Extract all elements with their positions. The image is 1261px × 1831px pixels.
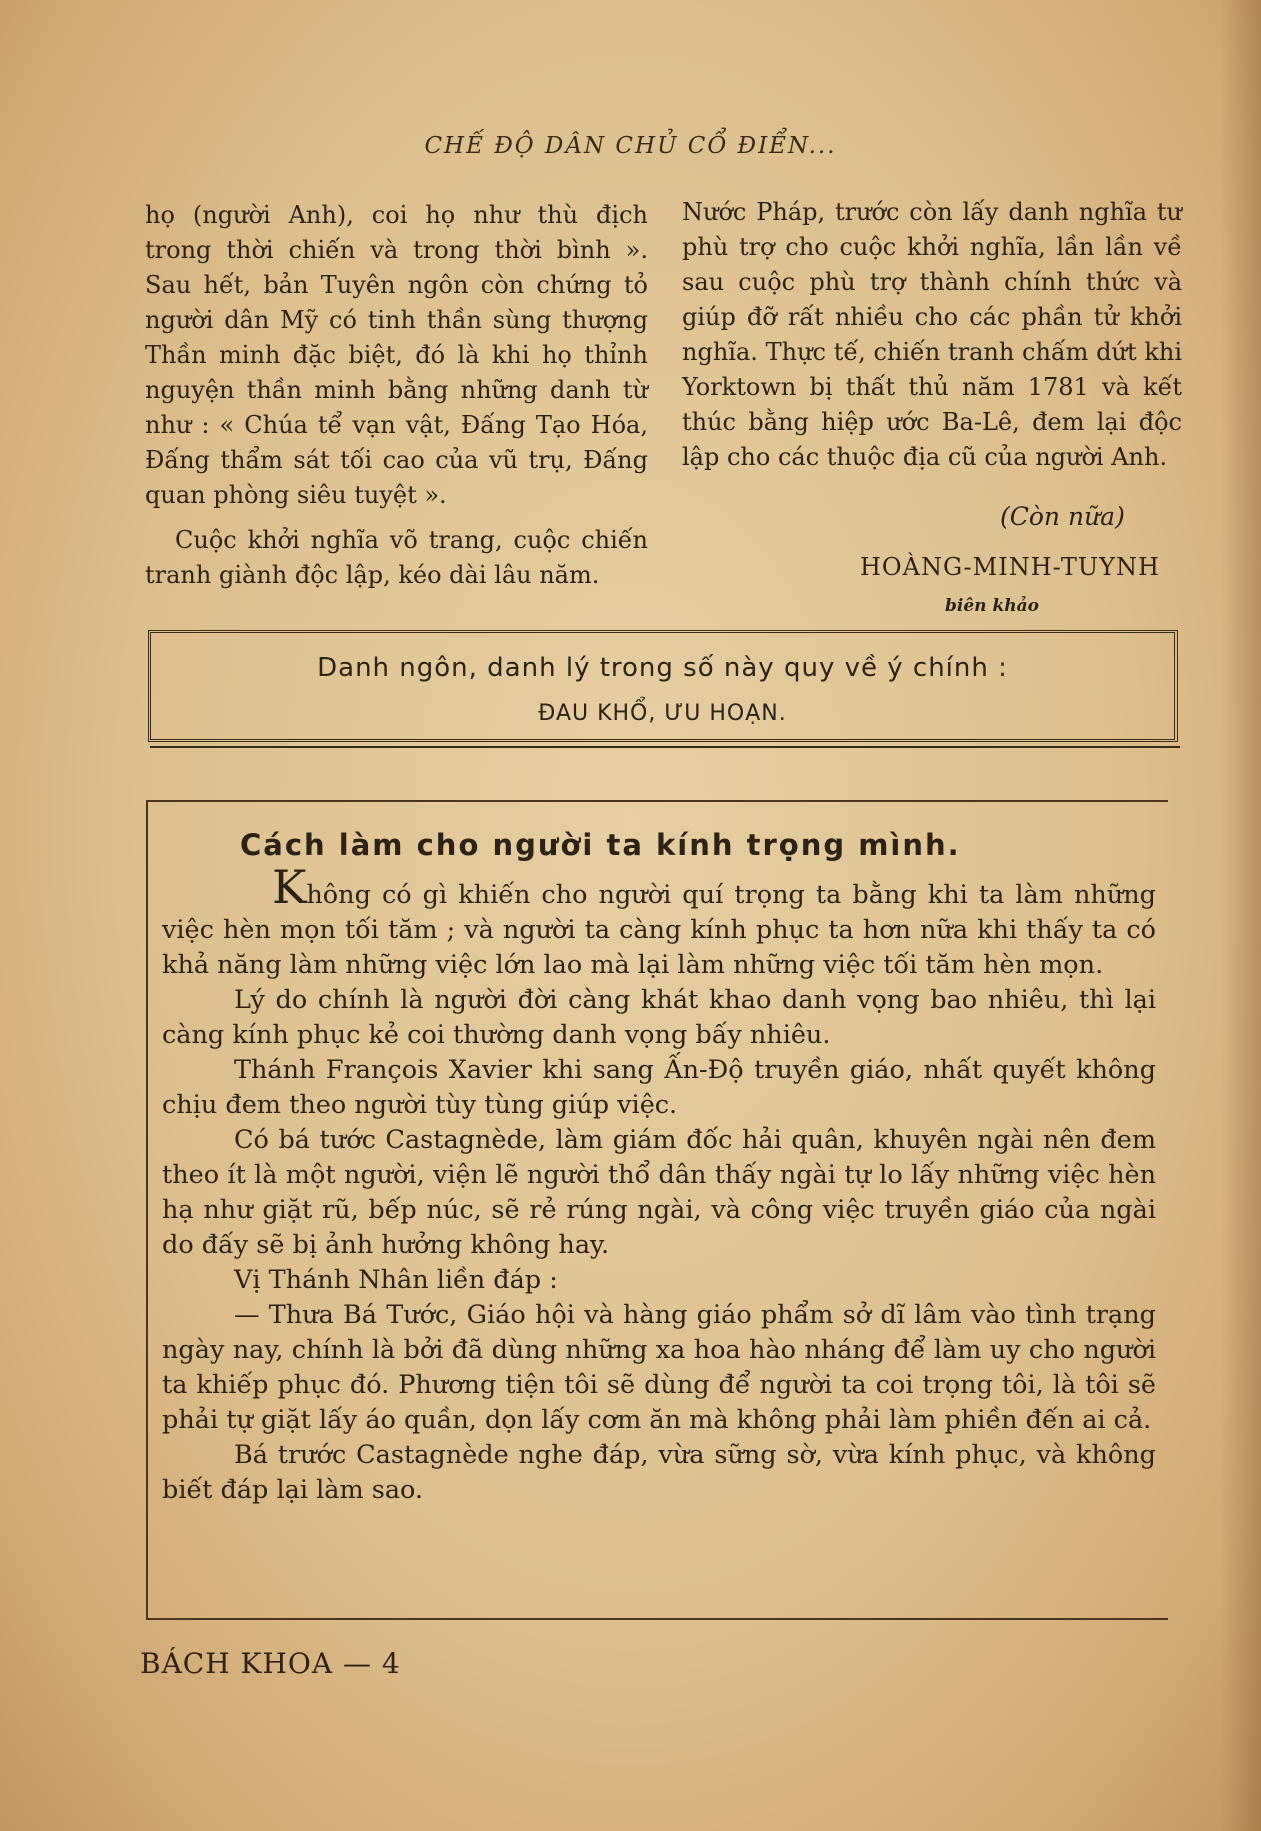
left-paragraph-1: họ (người Anh), coi họ như thù địch trong thời chiến và trong thời bình ». Sau hết, bản Tuyên ngôn còn chứng tỏ người dân Mỹ có tinh thần sùng thượng Thần minh đặc biệt, đó là khi họ thỉnh nguyện thần minh bằng những danh từ như : « Chúa tể vạn vật, Đấng Tạo Hóa, Đấng thẩm sát tối cao của vũ trụ, Đấng quan phòng siêu tuyệt ». <box>145 201 648 509</box>
article-paragraph-2: Lý do chính là người đời càng khát khao danh vọng bao nhiêu, thì lại càng kính phục kẻ coi thường danh vọng bấy nhiêu. <box>162 985 1156 1050</box>
divider-rule <box>150 746 1180 748</box>
quote-box <box>148 630 1178 742</box>
article-paragraph-1 <box>162 860 1156 983</box>
quote-theme: ĐAU KHỔ, ƯU HOẠN. <box>538 701 787 726</box>
author-role: biên khảo <box>945 596 1039 616</box>
article-paragraph-7: Bá trước Castagnède nghe đáp, vừa sững sờ, vừa kính phục, và không biết đáp lại làm sao. <box>162 1440 1156 1505</box>
author-name: HOÀNG-MINH-TUYNH <box>860 553 1160 581</box>
article-paragraph-4: Có bá tước Castagnède, làm giám đốc hải quân, khuyên ngài nên đem theo ít là một người, viện lẽ người thổ dân thấy ngài tự lo lấy những việc hèn hạ như giặt rũ, bếp núc, sẽ rẻ rúng ngài, và công việc truyền giáo của ngài do đấy sẽ bị ảnh hưởng không hay. <box>162 1125 1156 1260</box>
article-title: Cách làm cho người ta kính trọng mình. <box>240 828 961 862</box>
left-paragraph-2: Cuộc khởi nghĩa võ trang, cuộc chiến tranh giành độc lập, kéo dài lâu năm. <box>145 526 648 589</box>
article-paragraph-6: — Thưa Bá Tước, Giáo hội và hàng giáo phẩm sở dĩ lâm vào tình trạng ngày nay, chính là bởi đã dùng những xa hoa hào nháng để làm uy cho người ta khiếp phục đó. Phương tiện tôi sẽ dùng để người ta coi trọng tôi, là tôi sẽ phải tự giặt lấy áo quần, dọn lấy cơm ăn mà không phải làm phiền đến ai cả. <box>162 1300 1156 1435</box>
page-edge-shadow <box>1221 0 1261 1831</box>
right-column <box>682 195 1182 475</box>
page-footer: BÁCH KHOA — 4 <box>140 1647 401 1680</box>
right-paragraph-1: Nước Pháp, trước còn lấy danh nghĩa tư phù trợ cho cuộc khởi nghĩa, lần lần về sau cuộc phù trợ thành chính thức và giúp đỡ rất nhiều cho các phần tử khởi nghĩa. Thực tế, chiến tranh chấm dứt khi Yorktown bị thất thủ năm 1781 và kết thúc bằng hiệp ước Ba-Lê, đem lại độc lập cho các thuộc địa cũ của người Anh. <box>682 198 1182 471</box>
to-be-continued: (Còn nữa) <box>1000 502 1125 531</box>
left-column <box>145 198 648 593</box>
article-body <box>162 860 1156 1508</box>
running-head: CHẾ ĐỘ DÂN CHỦ CỔ ĐIỂN... <box>424 133 837 159</box>
article-paragraph-1-text: hông có gì khiến cho người quí trọng ta bằng khi ta làm những việc hèn mọn tối tăm ; và người ta càng kính phục ta hơn nữa khi thấy ta có khả năng làm những việc lớn lao mà lại làm những việc tối tăm hèn mọn. <box>162 880 1156 980</box>
drop-cap: K <box>272 860 307 914</box>
quote-intro: Danh ngôn, danh lý trong số này quy về ý chính : <box>317 653 1008 683</box>
article-paragraph-3: Thánh François Xavier khi sang Ấn-Độ truyền giáo, nhất quyết không chịu đem theo người tùy tùng giúp việc. <box>162 1055 1156 1120</box>
article-paragraph-5: Vị Thánh Nhân liền đáp : <box>234 1265 558 1295</box>
